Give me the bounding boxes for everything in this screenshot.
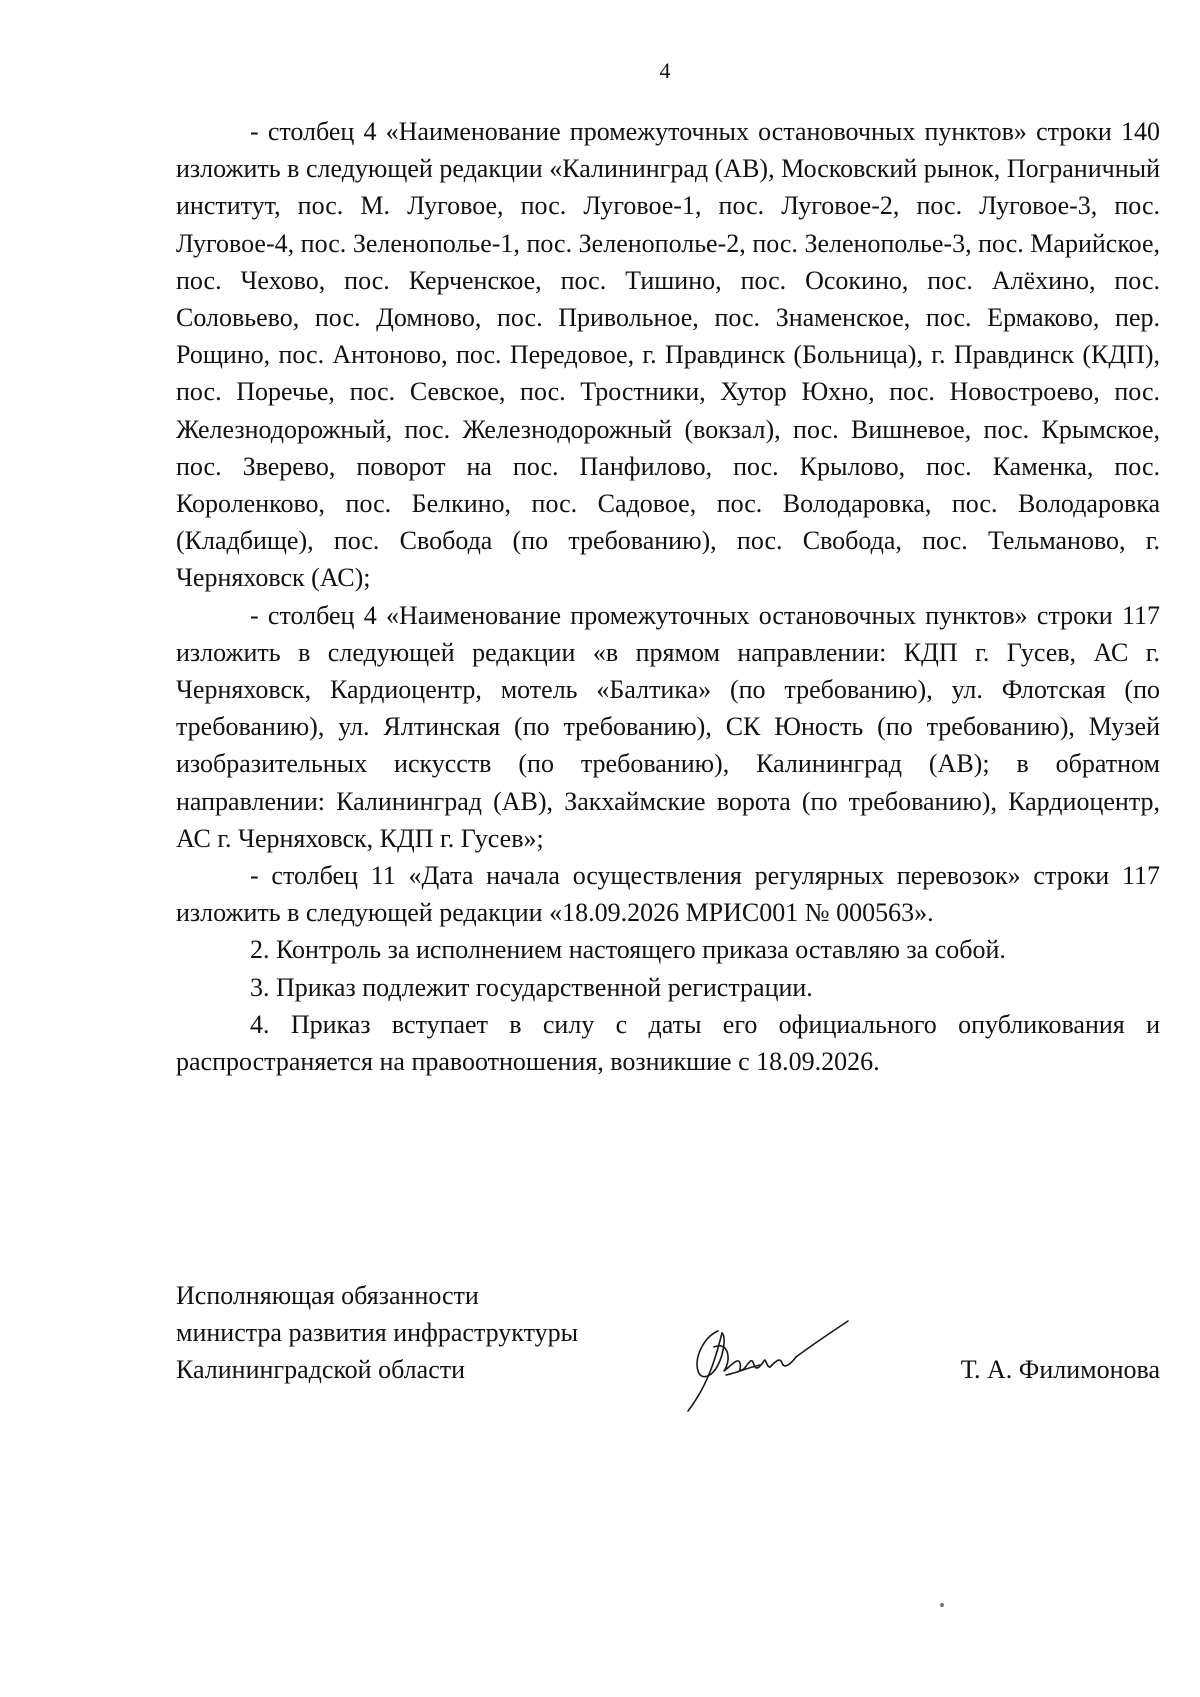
paragraph-control-clause: 2. Контроль за исполнением настоящего приказа оставляю за собой. [250,935,1006,965]
handwritten-signature [666,1307,856,1417]
signer-position-line: министра развития инфраструктуры [176,1318,579,1348]
signer-position-line: Исполняющая обязанности [176,1281,479,1310]
signature-block [176,1277,1160,1427]
scan-speck [940,1603,944,1607]
paragraph-route-117-start-date: - столбец 11 «Дата начала осуществления регулярных перевозок» строки 117 изложить в следующей редакции «18.09.2026 МРИС001 № 000563». [176,861,1160,928]
paragraph-route-140-stops: - столбец 4 «Наименование промежуточных остановочных пунктов» строки 140 изложить в следующей редакции «Калининград (АВ), Московский рынок, Пограничный институт, пос. М. Луговое, пос. Луговое-1, пос. Луговое-2, пос. Луговое-3, пос. Луговое-4, пос. Зеленополье-1, пос. Зеленополье-2, пос. Зеленополье-3, пос. Марийское, пос. Чехово, пос. Керченское, пос. Тишино, пос. Осокино, пос. Алёхино, пос. Соловьево, пос. Домново, пос. Привольное, пос. Знаменское, пос. Ермаково, пер. Рощино, пос. Антоново, пос. Передовое, г. Правдинск (Больница), г. Правдинск (КДП), пос. Поречье, пос. Севское, пос. Тростники, Хутор Юхно, пос. Новостроево, пос. Железнодорожный, пос. Железнодорожный (вокзал), пос. Вишневое, пос. Крымское, пос. Зверево, поворот на пос. Панфилово, пос. Крылово, пос. Каменка, пос. Короленково, пос. Белкино, пос. Садовое, пос. Володаровка, пос. Володаровка (Кладбище), пос. Свобода (по требованию), пос. Свобода, пос. Тельманово, г. Черняховск (АС); [176,117,1160,593]
paragraph-registration-clause: 3. Приказ подлежит государственной регистрации. [250,972,813,1002]
document-body [176,113,1160,1080]
signer-position [176,1277,696,1389]
page-number: 4 [659,58,671,83]
paragraph-effective-date-clause: 4. Приказ вступает в силу с даты его официального опубликования и распространяется на правоотношения, возникшие с 18.09.2026. [176,1009,1160,1077]
signer-name: Т. А. Филимонова [960,1355,1160,1384]
paragraph-route-117-stops: - столбец 4 «Наименование промежуточных остановочных пунктов» строки 117 изложить в следующей редакции «в прямом направлении: КДП г. Гусев, АС г. Черняховск, Кардиоцентр, мотель «Балтика» (по требованию), ул. Флотская (по требованию), ул. Ялтинская (по требованию), СК Юность (по требованию), Музей изобразительных искусств (по требованию), Калининград (АВ); в обратном направлении: Калининград (АВ), Закхаймские ворота (по требованию), Кардиоцентр, АС г. Черняховск, КДП г. Гусев»; [176,600,1160,853]
signer-position-line: Калининградской области [176,1355,466,1385]
